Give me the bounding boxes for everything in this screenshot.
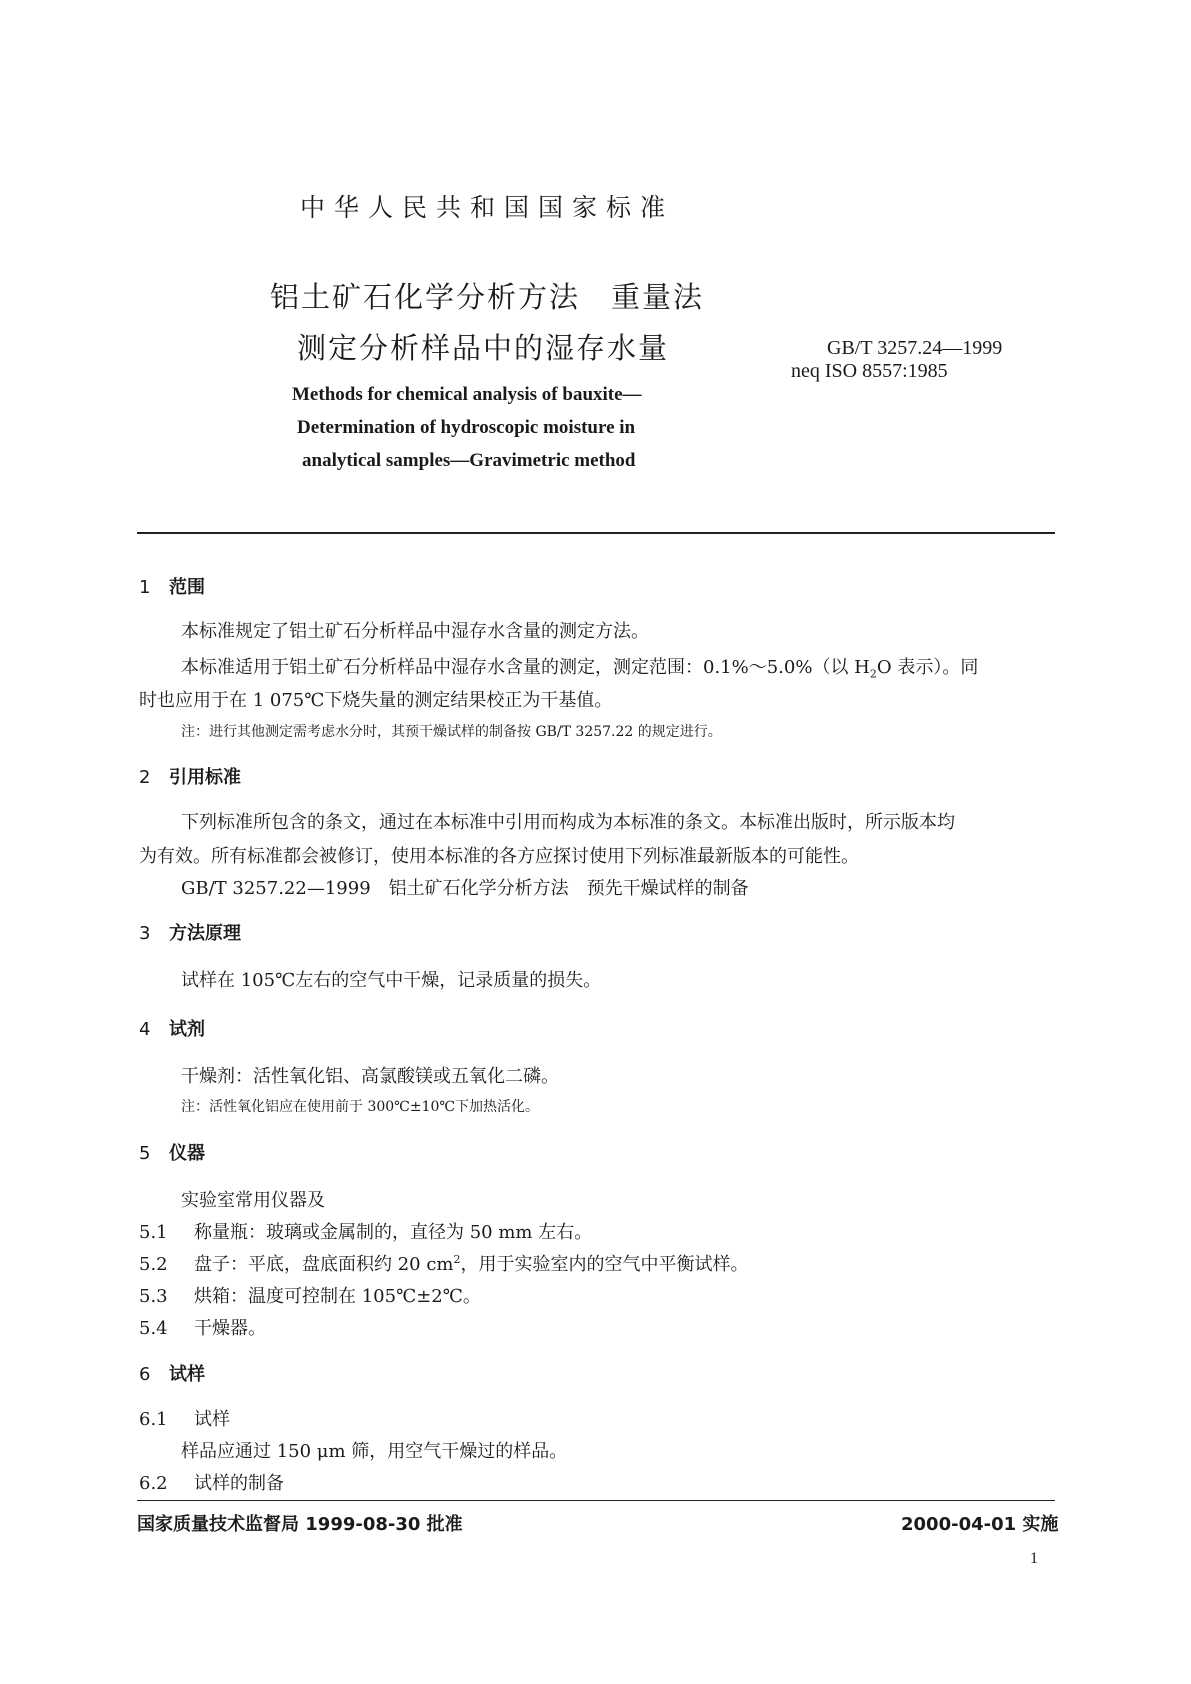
- item-text-b: ，用于实验室内的空气中平衡试样。: [460, 1254, 749, 1275]
- section-4-heading: [139, 1015, 205, 1041]
- section-number: 6: [139, 1364, 151, 1385]
- subscript-2: 2: [869, 667, 877, 681]
- section-number: 2: [139, 767, 151, 788]
- item-number: 5.4: [139, 1318, 168, 1339]
- title-en-line-2: Determination of hydroscopic moisture in: [297, 417, 636, 438]
- section-5-item-4: [139, 1314, 266, 1340]
- section-title: 方法原理: [169, 923, 241, 944]
- section-4-note: 注：活性氧化铝应在使用前于 300℃±10℃下加热活化。: [181, 1099, 540, 1115]
- section-number: 4: [139, 1019, 151, 1040]
- section-1-paragraph-3: 时也应用于在 1 075℃下烧失量的测定结果校正为干基值。: [139, 690, 613, 711]
- standard-equivalent: neq ISO 8557:1985: [791, 360, 948, 382]
- section-number: 3: [139, 923, 151, 944]
- section-5-intro: 实验室常用仪器及: [181, 1190, 325, 1211]
- title-en-line-1: Methods for chemical analysis of bauxite—: [292, 384, 642, 405]
- item-text: 干燥器。: [194, 1318, 266, 1339]
- title-en-line-3: analytical samples—Gravimetric method: [302, 450, 636, 471]
- section-1-paragraph-2-text-b: O 表示）。同: [876, 657, 979, 678]
- section-title: 范围: [169, 577, 205, 598]
- item-text-a: 盘子：平底，盘底面积约 20 cm: [194, 1254, 454, 1275]
- item-text: 称量瓶：玻璃或金属制的，直径为 50 mm 左右。: [194, 1222, 593, 1243]
- section-5-heading: [139, 1139, 205, 1165]
- section-number: 5: [139, 1143, 151, 1164]
- header-divider: [137, 532, 1055, 534]
- section-6-item-1: [139, 1405, 230, 1431]
- superscript-2: 2: [453, 1253, 461, 1266]
- section-1-note: 注：进行其他测定需考虑水分时，其预干燥试样的制备按 GB/T 3257.22 的规定进行。: [181, 724, 722, 740]
- title-cn-line-1: 铝土矿石化学分析方法 重量法: [270, 280, 705, 314]
- section-title: 试剂: [169, 1019, 205, 1040]
- footer-divider: [137, 1500, 1055, 1501]
- section-5-item-2: [139, 1250, 749, 1276]
- section-6-item-2: [139, 1469, 284, 1495]
- implementation-date: 2000-04-01 实施: [901, 1514, 1059, 1535]
- standard-number: GB/T 3257.24—1999: [827, 337, 1003, 359]
- section-number: 1: [139, 577, 151, 598]
- section-2-reference: GB/T 3257.22—1999 铝土矿石化学分析方法 预先干燥试样的制备: [181, 878, 749, 899]
- item-number: 6.2: [139, 1473, 168, 1494]
- national-standard-header: 中华人民共和国国家标准: [300, 193, 675, 222]
- page-number: 1: [1030, 1550, 1038, 1567]
- item-number: 6.1: [139, 1409, 168, 1430]
- approval-date: 国家质量技术监督局 1999-08-30 批准: [137, 1514, 463, 1535]
- item-title: 试样: [194, 1409, 230, 1430]
- section-3-heading: [139, 919, 241, 945]
- section-6-item-1-text: 样品应通过 150 μm 筛，用空气干燥过的样品。: [181, 1441, 568, 1462]
- section-2-paragraph-1: 下列标准所包含的条文，通过在本标准中引用而构成为本标准的条文。本标准出版时，所示版本均: [181, 812, 955, 833]
- section-5-item-1: [139, 1218, 592, 1244]
- section-1-paragraph-2: [181, 653, 978, 681]
- item-number: 5.1: [139, 1222, 168, 1243]
- item-text: 烘箱：温度可控制在 105℃±2℃。: [194, 1286, 481, 1307]
- section-6-heading: [139, 1360, 205, 1386]
- section-2-paragraph-2: 为有效。所有标准都会被修订，使用本标准的各方应探讨使用下列标准最新版本的可能性。: [139, 846, 859, 867]
- section-3-paragraph-1: 试样在 105℃左右的空气中干燥，记录质量的损失。: [181, 970, 602, 991]
- item-title: 试样的制备: [194, 1473, 284, 1494]
- section-title: 仪器: [169, 1143, 205, 1164]
- section-1-paragraph-1: 本标准规定了铝土矿石分析样品中湿存水含量的测定方法。: [181, 621, 649, 642]
- section-1-paragraph-2-text-a: 本标准适用于铝土矿石分析样品中湿存水含量的测定，测定范围：0.1%～5.0%（以 H: [181, 657, 870, 678]
- section-5-item-3: [139, 1282, 481, 1308]
- section-1-heading: [139, 573, 205, 599]
- section-title: 引用标准: [169, 767, 241, 788]
- section-title: 试样: [169, 1364, 205, 1385]
- item-number: 5.2: [139, 1254, 168, 1275]
- section-2-heading: [139, 763, 241, 789]
- title-cn-line-2: 测定分析样品中的湿存水量: [297, 331, 670, 365]
- section-4-paragraph-1: 干燥剂：活性氧化铝、高氯酸镁或五氧化二磷。: [181, 1066, 559, 1087]
- item-number: 5.3: [139, 1286, 168, 1307]
